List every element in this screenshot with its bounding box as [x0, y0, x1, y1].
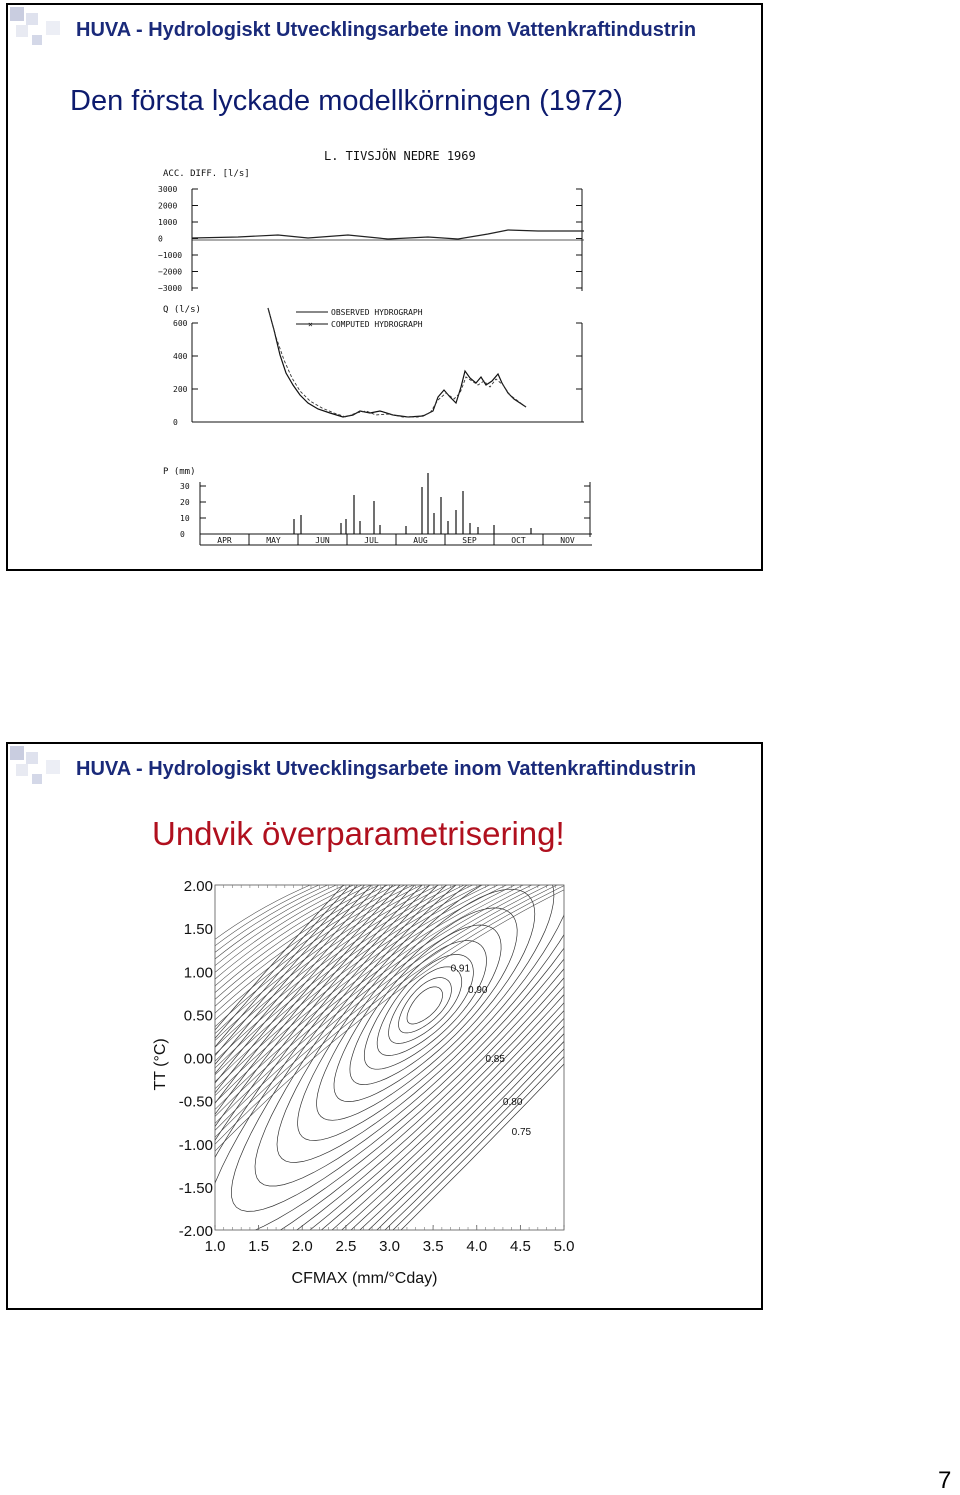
header-decoration [16, 25, 28, 37]
y-tick-label: 1.00 [183, 964, 213, 982]
y-tick-label: -2.00 [178, 1223, 213, 1240]
header-decoration [26, 13, 38, 25]
y-tick-label: 0.00 [183, 1050, 213, 1068]
hydrograph-figure [8, 145, 761, 565]
contour-line [8, 744, 761, 1304]
contour-line [195, 875, 469, 1067]
month-label: JUL [364, 536, 379, 545]
contour-label: 0.90 [468, 984, 488, 996]
contour-label: 0.75 [511, 1127, 532, 1139]
acc-tick-label: 3000 [158, 185, 178, 194]
contour-label: 0.80 [502, 1096, 523, 1108]
q-ticks [173, 319, 582, 427]
month-axis [200, 534, 575, 545]
month-label: NOV [560, 536, 575, 545]
header-decoration [46, 21, 60, 35]
legend-observed: OBSERVED HYDROGRAPH [331, 308, 423, 317]
acc-tick-label: −2000 [158, 267, 183, 277]
contour-line [350, 925, 501, 1085]
acc-tick-label: 1000 [158, 218, 178, 227]
y-tick-label: -1.50 [178, 1179, 213, 1197]
contour-label: 0.85 [485, 1053, 505, 1065]
svg-text:×: × [308, 320, 313, 329]
acc-tick-label: 0 [158, 234, 163, 244]
x-tick-label: 3.0 [379, 1238, 400, 1255]
contour-line [195, 875, 579, 1158]
contour-line [151, 744, 701, 1297]
y-tick-label: 0.50 [183, 1007, 213, 1025]
acc-diff-curve [192, 230, 584, 239]
station-title: L. TIVSJÖN NEDRE 1969 [324, 149, 476, 163]
contour-line [195, 875, 436, 1039]
x-tick-label: 2.5 [335, 1238, 357, 1255]
y-tick-label: 1.50 [183, 921, 213, 939]
acc-tick-label: 2000 [158, 201, 178, 211]
contour-label: 0.91 [450, 963, 471, 975]
contour-line [8, 744, 761, 1304]
x-tick-label: 4.5 [509, 1238, 531, 1255]
slide-2 [6, 742, 763, 1310]
slide-1 [6, 3, 763, 571]
slide-title: Undvik överparametrisering! [152, 815, 565, 852]
contour-line [255, 823, 597, 1186]
header-title: HUVA - Hydrologiskt Utvecklingsarbete inom Vattenkraftindustrin [76, 19, 697, 41]
contour-chart [8, 744, 761, 1304]
x-tick-label: 1.5 [248, 1238, 270, 1255]
p-axis-label: P (mm) [163, 467, 196, 477]
contour-line [57, 744, 761, 1304]
contour-line [195, 875, 352, 969]
p-ticks [180, 482, 590, 539]
contour-line [195, 875, 595, 1172]
month-label: MAY [266, 536, 281, 545]
acc-tick-label: −3000 [158, 284, 183, 293]
contour-line [8, 744, 761, 1304]
month-label: SEP [462, 536, 477, 545]
page-number: 7 [938, 1467, 952, 1494]
acc-ticks [158, 185, 582, 293]
contour-line [195, 875, 419, 1025]
contour-line [364, 941, 486, 1070]
y-tick-label: -0.50 [178, 1093, 213, 1111]
x-tick-label: 1.0 [204, 1238, 226, 1255]
contour-line [8, 744, 761, 1304]
p-tick-label: 10 [180, 514, 190, 523]
x-axis-label: CFMAX (mm/°Cday) [291, 1270, 438, 1287]
q-tick-label: 200 [173, 385, 188, 394]
q-tick-label: 0 [173, 418, 178, 427]
y-tick-label: 2.00 [183, 878, 213, 895]
contour-line [407, 987, 443, 1024]
month-label: JUN [315, 536, 330, 545]
month-label: APR [217, 536, 232, 545]
contour-line [22, 744, 761, 1304]
acc-axis-label: ACC. DIFF. [l/s] [163, 169, 250, 179]
p-tick-label: 30 [180, 482, 190, 491]
x-tick-label: 3.5 [422, 1238, 444, 1255]
contour-line [8, 744, 761, 1304]
x-tick-label: 2.0 [291, 1238, 313, 1255]
p-tick-label: 20 [180, 498, 190, 507]
q-tick-label: 600 [173, 319, 188, 328]
y-tick-label: -1.00 [178, 1136, 213, 1154]
header-decoration [32, 35, 42, 45]
contour-line [195, 875, 478, 1074]
x-tick-label: 4.0 [466, 1238, 488, 1255]
header-title: HUVA - Hydrologiskt Utvecklingsarbete inom Vattenkraftindustrin [76, 758, 697, 780]
legend-computed: COMPUTED HYDROGRAPH [331, 320, 423, 329]
p-tick-label: 0 [180, 530, 185, 539]
month-label: AUG [413, 536, 428, 545]
slide-header [8, 5, 761, 53]
precipitation-bars [294, 473, 531, 534]
contour-line [8, 744, 761, 1304]
acc-tick-label: −1000 [158, 251, 183, 260]
contour-line [8, 744, 761, 1304]
slide-title: Den första lyckade modellkörningen (1972) [70, 85, 623, 117]
q-axis-label: Q (l/s) [163, 305, 201, 315]
q-tick-label: 400 [173, 352, 188, 361]
month-label: OCT [511, 536, 526, 545]
x-tick-label: 5.0 [553, 1238, 575, 1255]
header-decoration [10, 7, 24, 21]
y-axis-label: TT (°C) [152, 1038, 169, 1091]
